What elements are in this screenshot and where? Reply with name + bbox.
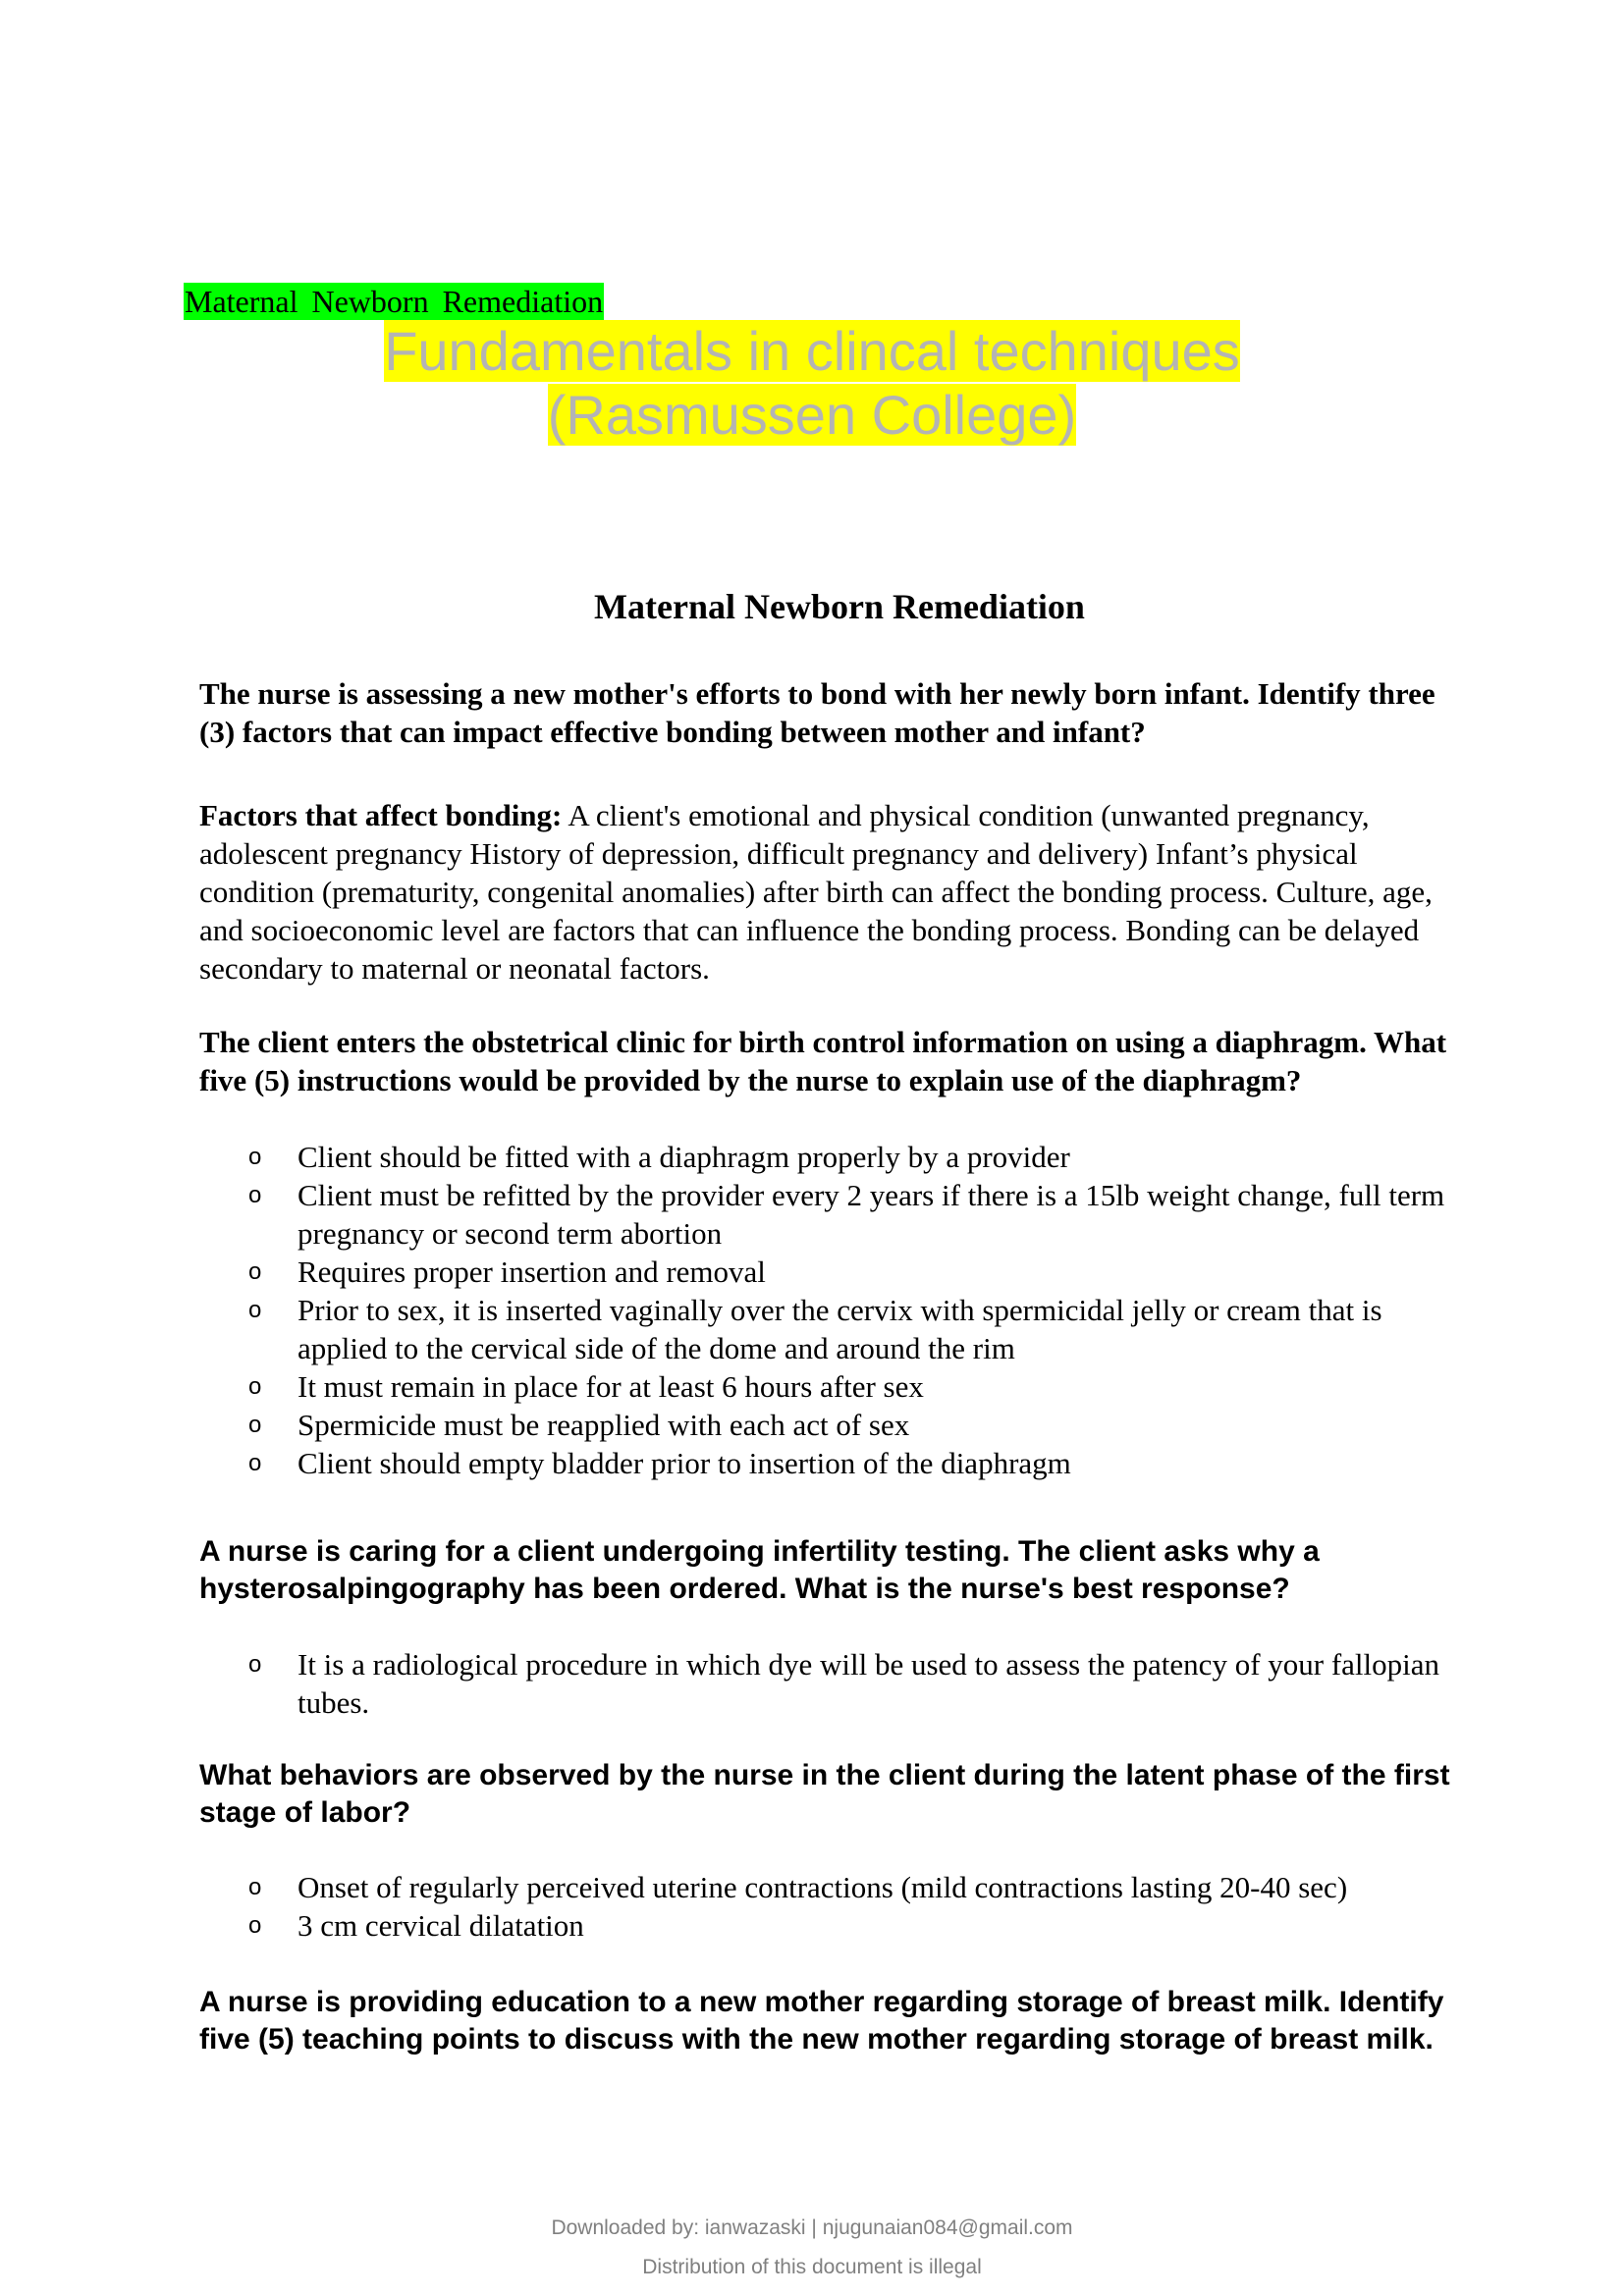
list-item	[199, 1367, 1476, 1406]
list-item-text: Onset of regularly perceived uterine contractions (mild contractions lasting 20-40 sec)	[298, 1870, 1348, 1904]
list-item	[199, 1868, 1476, 1906]
list-item-text: 3 cm cervical dilatation	[298, 1908, 584, 1943]
bullet-icon: o	[248, 1450, 262, 1476]
list-item	[199, 1291, 1476, 1367]
bullet-icon: o	[248, 1912, 262, 1939]
list-item-text: Client should be fitted with a diaphragm properly by a provider	[298, 1140, 1070, 1174]
page-heading: Maternal Newborn Remediation	[594, 587, 1085, 626]
list-item-text: Client must be refitted by the provider every 2 years if there is a 15lb weight change, full term pregnancy or second term abortion	[298, 1178, 1445, 1251]
bullet-icon: o	[248, 1373, 262, 1400]
question-1: The nurse is assessing a new mother's efforts to bond with her newly born infant. Identify three (3) factors that can impact effective bonding between mother and infant?	[199, 676, 1435, 749]
list-item	[199, 1176, 1476, 1253]
question-5: A nurse is providing education to a new mother regarding storage of breast milk. Identify five (5) teaching points to discuss with the new mother regarding storage of breast milk.	[199, 1986, 1444, 2056]
answer-2-list	[199, 1138, 1476, 1482]
answer-3-list	[199, 1645, 1476, 1722]
list-item-text: Client should empty bladder prior to insertion of the diaphragm	[298, 1446, 1071, 1480]
list-item-text: It must remain in place for at least 6 hours after sex	[298, 1369, 924, 1404]
bullet-icon: o	[248, 1182, 262, 1208]
list-item	[199, 1444, 1476, 1482]
footer-distribution-notice: Distribution of this document is illegal	[642, 2256, 982, 2278]
answer-1-text: A client's emotional and physical condition (unwanted pregnancy, adolescent pregnancy History of depression, difficult pregnancy and delivery) Infant’s physical condition (prematurity, congenital anomalies) after birth can affect the bonding process. Culture, age, and socioeconomic level are factors that can influence the bonding process. Bonding can be delayed secondary to maternal or neonatal factors.	[199, 798, 1433, 986]
bullet-icon: o	[248, 1297, 262, 1323]
question-4: What behaviors are observed by the nurse in the client during the latent phase of the first stage of labor?	[199, 1759, 1450, 1829]
footer-downloaded-by: Downloaded by: ianwazaski | njugunaian084@gmail.com	[551, 2216, 1073, 2239]
question-2: The client enters the obstetrical clinic for birth control information on using a diaphragm. What five (5) instructions would be provided by the nurse to explain use of the diaphragm?	[199, 1025, 1447, 1097]
header-label: Maternal Newborn Remediation	[185, 284, 604, 319]
bullet-icon: o	[248, 1651, 262, 1678]
document-title	[0, 319, 1624, 447]
bullet-icon: o	[248, 1412, 262, 1438]
list-item-text: Spermicide must be reapplied with each act of sex	[298, 1408, 910, 1442]
title-line-1: Fundamentals in clincal techniques	[384, 320, 1240, 382]
answer-1-label: Factors that affect bonding:	[199, 798, 563, 832]
list-item-text: It is a radiological procedure in which dye will be used to assess the patency of your fallopian tubes.	[298, 1647, 1440, 1720]
bullet-icon: o	[248, 1874, 262, 1900]
list-item	[199, 1645, 1476, 1722]
list-item	[199, 1253, 1476, 1291]
bullet-icon: o	[248, 1258, 262, 1285]
question-3: A nurse is caring for a client undergoing infertility testing. The client asks why a hysterosalpingography has been ordered. What is the nurse's best response?	[199, 1535, 1320, 1605]
list-item-text: Prior to sex, it is inserted vaginally over the cervix with spermicidal jelly or cream that is applied to the cervical side of the dome and around the rim	[298, 1293, 1382, 1365]
list-item	[199, 1138, 1476, 1176]
list-item	[199, 1406, 1476, 1444]
list-item-text: Requires proper insertion and removal	[298, 1255, 766, 1289]
list-item	[199, 1906, 1476, 1945]
title-line-2: (Rasmussen College)	[547, 384, 1077, 446]
bullet-icon: o	[248, 1144, 262, 1170]
answer-4-list	[199, 1868, 1476, 1945]
answer-1	[199, 796, 1476, 988]
